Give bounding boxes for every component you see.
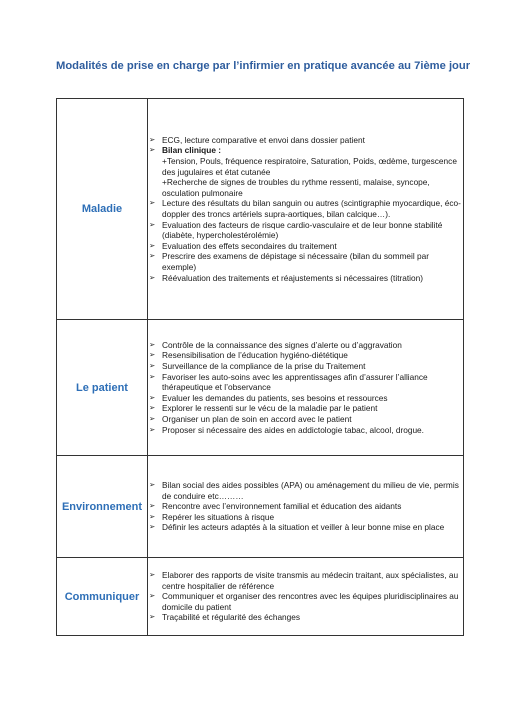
item-text: Organiser un plan de soin en accord avec le patient — [162, 413, 352, 424]
arrowhead-bullet-icon: ➢ — [149, 591, 156, 601]
item-text: Explorer le ressenti sur le vécu de la maladie par le patient — [162, 403, 378, 414]
arrowhead-bullet-icon: ➢ — [149, 392, 156, 402]
arrowhead-bullet-icon: ➢ — [149, 198, 156, 208]
item-text: ECG, lecture comparative et envoi dans dossier patient — [162, 134, 365, 145]
item-text: Contrôle de la connaissance des signes d’alerte ou d’aggravation — [162, 339, 402, 350]
list-item — [148, 501, 463, 512]
section-content — [148, 320, 464, 456]
arrowhead-bullet-icon: ➢ — [149, 272, 156, 282]
list-item — [148, 403, 463, 414]
item-list — [148, 340, 463, 435]
list-item — [148, 570, 463, 591]
item-text: Réévaluation des traitements et réajustements si nécessaires (titration) — [162, 272, 424, 283]
item-list — [148, 570, 463, 623]
arrowhead-bullet-icon: ➢ — [149, 570, 156, 580]
item-text: Bilan social des aides possibles (APA) ou aménagement du milieu de vie, permis de conduire etc……… — [162, 480, 459, 501]
item-text: Evaluer les demandes du patients, ses besoins et ressources — [162, 392, 388, 403]
arrowhead-bullet-icon: ➢ — [149, 371, 156, 381]
list-item — [148, 241, 463, 252]
arrowhead-bullet-icon: ➢ — [149, 511, 156, 521]
arrowhead-bullet-icon: ➢ — [149, 424, 156, 434]
item-text: Resensibilisation de l’éducation hygiéno-diététique — [162, 350, 348, 361]
document-title: Modalités de prise en charge par l’infirmier en pratique avancée au 7ième jour — [56, 60, 471, 72]
item-text: Bilan clinique : — [162, 145, 222, 156]
item-list — [148, 480, 463, 533]
arrowhead-bullet-icon: ➢ — [149, 612, 156, 622]
arrowhead-bullet-icon: ➢ — [149, 251, 156, 261]
list-item — [148, 425, 463, 436]
arrowhead-bullet-icon: ➢ — [149, 350, 156, 360]
arrowhead-bullet-icon: ➢ — [149, 413, 156, 423]
section-content — [148, 456, 464, 558]
list-item — [148, 135, 463, 146]
category-label: Le patient — [57, 320, 148, 456]
item-text: Prescrire des examens de dépistage si nécessaire (bilan du sommeil par exemple) — [162, 251, 430, 272]
arrowhead-bullet-icon: ➢ — [149, 501, 156, 511]
item-text: Proposer si nécessaire des aides en addictologie tabac, alcool, drogue. — [162, 424, 424, 435]
section-content — [148, 99, 464, 320]
list-item — [148, 251, 463, 272]
care-table — [56, 98, 464, 636]
item-text: Définir les acteurs adaptés à la situation et veiller à leur bonne mise en place — [162, 522, 445, 533]
list-item — [148, 612, 463, 623]
item-text: Traçabilité et régularité des échanges — [162, 612, 301, 623]
list-item — [148, 273, 463, 284]
section-row — [57, 320, 464, 456]
category-label: Environnement — [57, 456, 148, 558]
item-list — [148, 135, 463, 283]
category-label: Maladie — [57, 99, 148, 320]
item-text: Surveillance de la compliance de la prise du Traitement — [162, 361, 366, 372]
item-text: Lecture des résultats du bilan sanguin ou autres (scintigraphie myocardique, éco-doppler des troncs artériels supra-aortiques, bilan calcique…). — [162, 198, 461, 219]
category-label: Communiquer — [57, 558, 148, 636]
arrowhead-bullet-icon: ➢ — [149, 240, 156, 250]
list-item — [148, 512, 463, 523]
section-content — [148, 558, 464, 636]
section-row — [57, 558, 464, 636]
item-text: Elaborer des rapports de visite transmis au médecin traitant, aux spécialistes, au centre hospitalier de référence — [162, 570, 459, 591]
list-item — [148, 591, 463, 612]
list-item — [148, 414, 463, 425]
list-item — [148, 350, 463, 361]
list-item — [148, 372, 463, 393]
list-item — [148, 522, 463, 533]
arrowhead-bullet-icon: ➢ — [149, 145, 156, 155]
arrowhead-bullet-icon: ➢ — [149, 480, 156, 490]
list-item — [148, 393, 463, 404]
arrowhead-bullet-icon: ➢ — [149, 219, 156, 229]
arrowhead-bullet-icon: ➢ — [149, 522, 156, 532]
item-text: Communiquer et organiser des rencontres avec les équipes pluridisciplinaires au domicile du patient — [162, 591, 459, 612]
list-item — [148, 480, 463, 501]
arrowhead-bullet-icon: ➢ — [149, 361, 156, 371]
item-text: Repérer les situations à risque — [162, 511, 275, 522]
item-text: Evaluation des effets secondaires du traitement — [162, 240, 337, 251]
arrowhead-bullet-icon: ➢ — [149, 403, 156, 413]
sub-item-text: +Recherche de signes de troubles du rythme ressenti, malaise, syncope, osculation pulmonaire — [162, 177, 430, 198]
item-text: Evaluation des facteurs de risque cardio-vasculaire et de leur bonne stabilité (diabète, hypercholestérolémie) — [162, 219, 443, 241]
sub-item-text: +Tension, Pouls, fréquence respiratoire, Saturation, Poids, œdème, turgescence des jugulaires et état cutanée — [162, 156, 457, 177]
list-item — [148, 198, 463, 219]
list-item — [148, 220, 463, 241]
arrowhead-bullet-icon: ➢ — [149, 339, 156, 349]
list-item — [148, 340, 463, 351]
list-item — [148, 145, 463, 198]
item-text: Rencontre avec l’environnement familial et éducation des aidants — [162, 501, 402, 512]
section-row — [57, 99, 464, 320]
list-item — [148, 361, 463, 372]
item-text: Favoriser les auto-soins avec les apprentissages afin d’assurer l’alliance thérapeutique et l’observance — [162, 371, 428, 393]
section-row — [57, 456, 464, 558]
arrowhead-bullet-icon: ➢ — [149, 134, 156, 144]
